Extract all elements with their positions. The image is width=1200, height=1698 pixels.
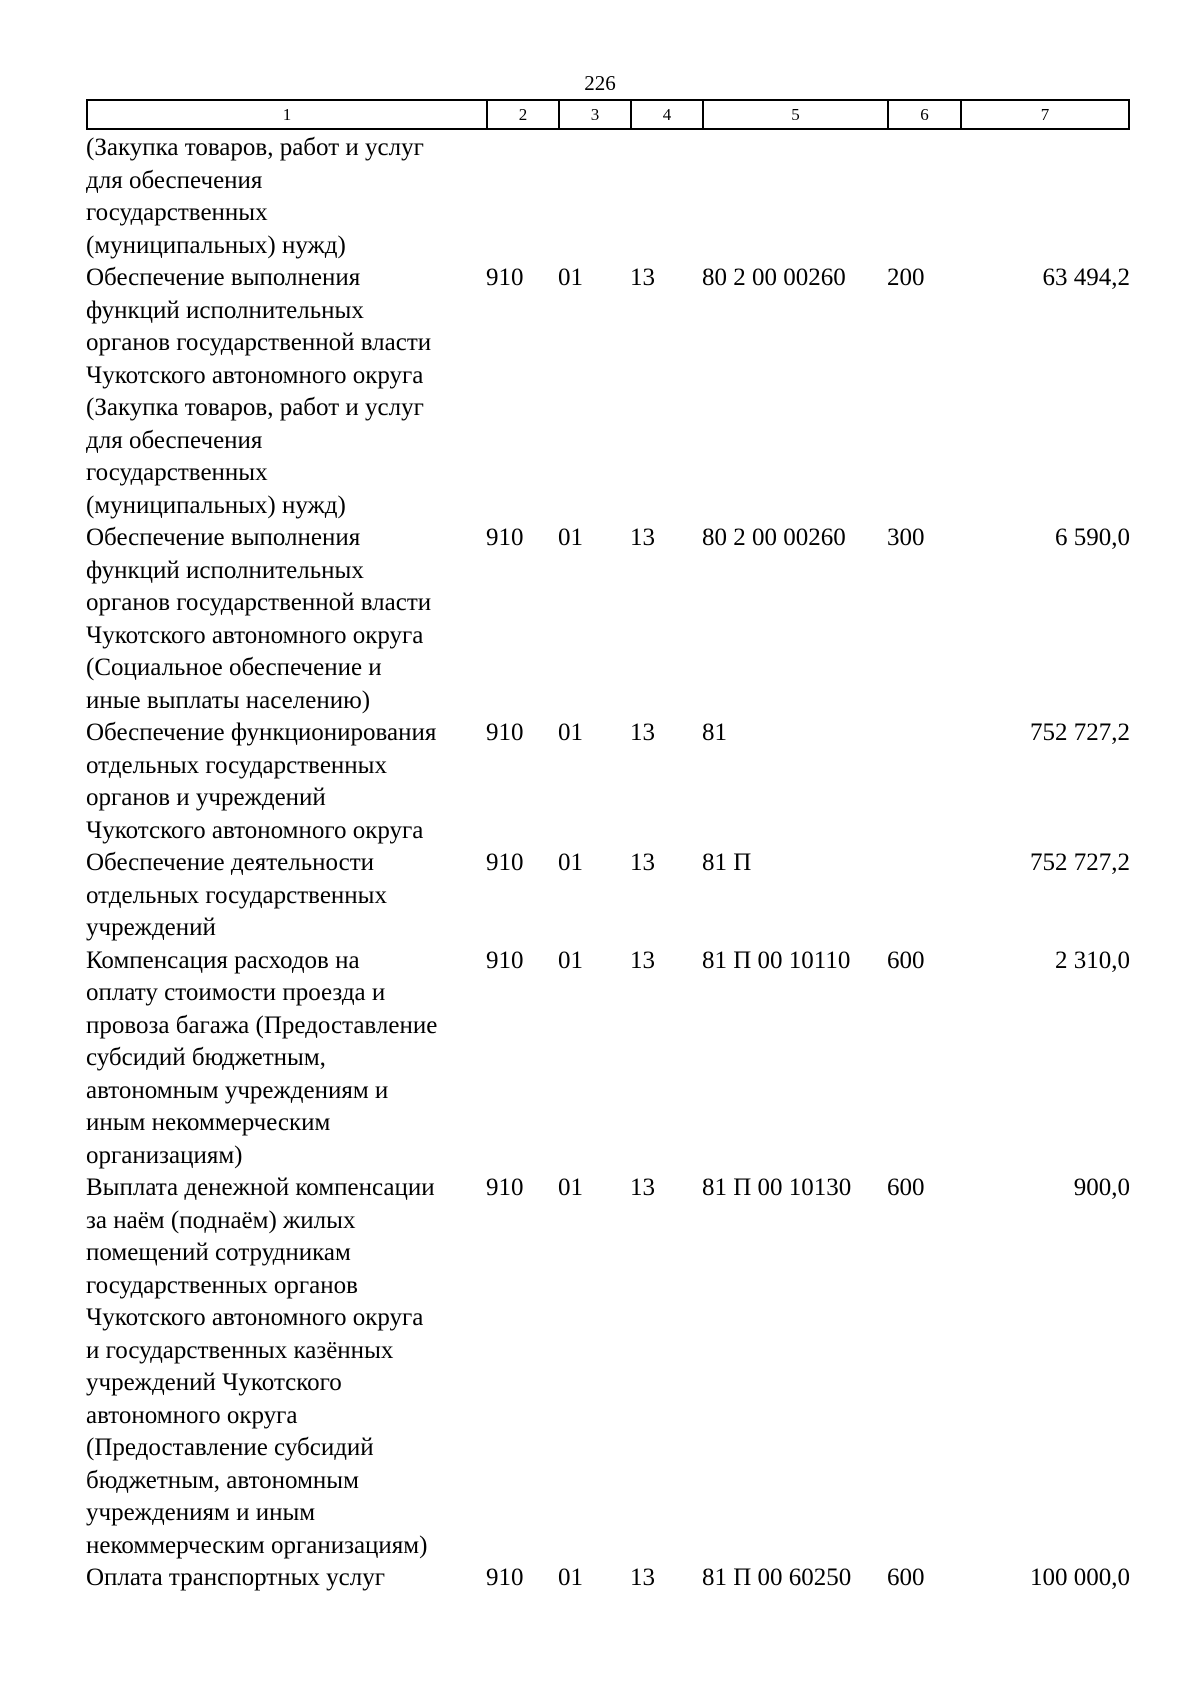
table-row bbox=[86, 1562, 1130, 1595]
table-row bbox=[86, 717, 1130, 847]
row-ministry: 910 bbox=[486, 264, 524, 291]
row-expense-type: 600 bbox=[887, 946, 925, 974]
page-number: 226 bbox=[584, 71, 616, 95]
row-target: 81 bbox=[702, 719, 727, 746]
column-header-2: 2 bbox=[488, 101, 560, 128]
row-section: 01 bbox=[558, 264, 583, 291]
table-row bbox=[86, 262, 1130, 522]
row-amount: 2 310,0 bbox=[1055, 946, 1130, 974]
row-name: (Закупка товаров, работ и услуг для обеспечения государственных (муниципальных) нужд) bbox=[86, 134, 424, 259]
row-name: Обеспечение выполнения функций исполнительных органов государственной власти Чукотского автономного округа (Социальное обеспечение и иные выплаты населению) bbox=[86, 524, 432, 714]
row-ministry: 910 bbox=[486, 524, 524, 551]
column-header-1: 1 bbox=[88, 101, 488, 128]
row-target: 81 П 00 60250 bbox=[702, 1564, 852, 1591]
table-row bbox=[86, 847, 1130, 945]
row-section: 01 bbox=[558, 719, 583, 746]
row-subsection: 13 bbox=[630, 524, 655, 551]
row-expense-type: 200 bbox=[887, 264, 925, 291]
row-name: Обеспечение выполнения функций исполнительных органов государственной власти Чукотского автономного округа (Закупка товаров, работ и услуг для обеспечения государственных (муниципальных) нужд) bbox=[86, 264, 432, 519]
row-ministry: 910 bbox=[486, 1174, 524, 1201]
row-target: 81 П 00 10110 bbox=[702, 946, 851, 974]
row-ministry: 910 bbox=[486, 719, 524, 746]
row-ministry: 910 bbox=[486, 946, 524, 974]
column-header-5: 5 bbox=[704, 101, 889, 128]
row-amount: 6 590,0 bbox=[1055, 524, 1130, 551]
row-amount: 752 727,2 bbox=[1030, 719, 1130, 746]
row-section: 01 bbox=[558, 946, 583, 974]
row-target: 80 2 00 00260 bbox=[702, 264, 846, 291]
table-row bbox=[86, 1172, 1130, 1562]
column-header-7: 7 bbox=[1040, 105, 1050, 124]
row-expense-type: 600 bbox=[887, 1564, 925, 1591]
table-row bbox=[86, 132, 1130, 262]
row-section: 01 bbox=[558, 524, 583, 551]
row-name: Выплата денежной компенсации за наём (поднаём) жилых помещений сотрудникам государственных органов Чукотского автономного округа и государственных казённых учреждений Чукотского автономного округа (Предоставление субсидий бюджетным, автономным учреждениям и иным некоммерческим организациям) bbox=[86, 1174, 435, 1559]
row-amount: 900,0 bbox=[1073, 1174, 1130, 1201]
row-name: Обеспечение деятельности отдельных государственных учреждений bbox=[86, 849, 387, 941]
column-header-3: 3 bbox=[560, 101, 632, 128]
row-section: 01 bbox=[558, 849, 583, 876]
column-header-4: 4 bbox=[632, 101, 704, 128]
row-name: Компенсация расходов на оплату стоимости проезда и провоза багажа (Предоставление субсидий бюджетным, автономным учреждениям и иным некоммерческим организациям) bbox=[86, 946, 438, 1169]
row-expense-type: 600 bbox=[887, 1174, 925, 1201]
row-subsection: 13 bbox=[630, 849, 655, 876]
column-header-6: 6 bbox=[889, 101, 962, 128]
row-subsection: 13 bbox=[630, 946, 655, 974]
row-amount: 100 000,0 bbox=[1030, 1564, 1130, 1591]
row-subsection: 13 bbox=[630, 719, 655, 746]
row-subsection: 13 bbox=[630, 264, 655, 291]
row-amount: 752 727,2 bbox=[1030, 849, 1130, 876]
row-ministry: 910 bbox=[486, 1564, 524, 1591]
row-target: 81 П bbox=[702, 849, 752, 876]
table-body bbox=[86, 132, 1130, 1595]
row-ministry: 910 bbox=[486, 849, 524, 876]
row-section: 01 bbox=[558, 1174, 583, 1201]
row-name: Обеспечение функционирования отдельных государственных органов и учреждений Чукотского автономного округа bbox=[86, 719, 437, 844]
row-target: 80 2 00 00260 bbox=[702, 524, 846, 551]
row-amount: 63 494,2 bbox=[1042, 264, 1130, 291]
row-expense-type: 300 bbox=[887, 524, 925, 551]
row-name: Оплата транспортных услуг bbox=[86, 1564, 385, 1591]
table-header bbox=[86, 99, 1130, 130]
row-subsection: 13 bbox=[630, 1564, 655, 1591]
row-section: 01 bbox=[558, 1564, 583, 1591]
table-row bbox=[86, 945, 1130, 1173]
row-target: 81 П 00 10130 bbox=[702, 1174, 852, 1201]
table-row bbox=[86, 522, 1130, 717]
row-subsection: 13 bbox=[630, 1174, 655, 1201]
